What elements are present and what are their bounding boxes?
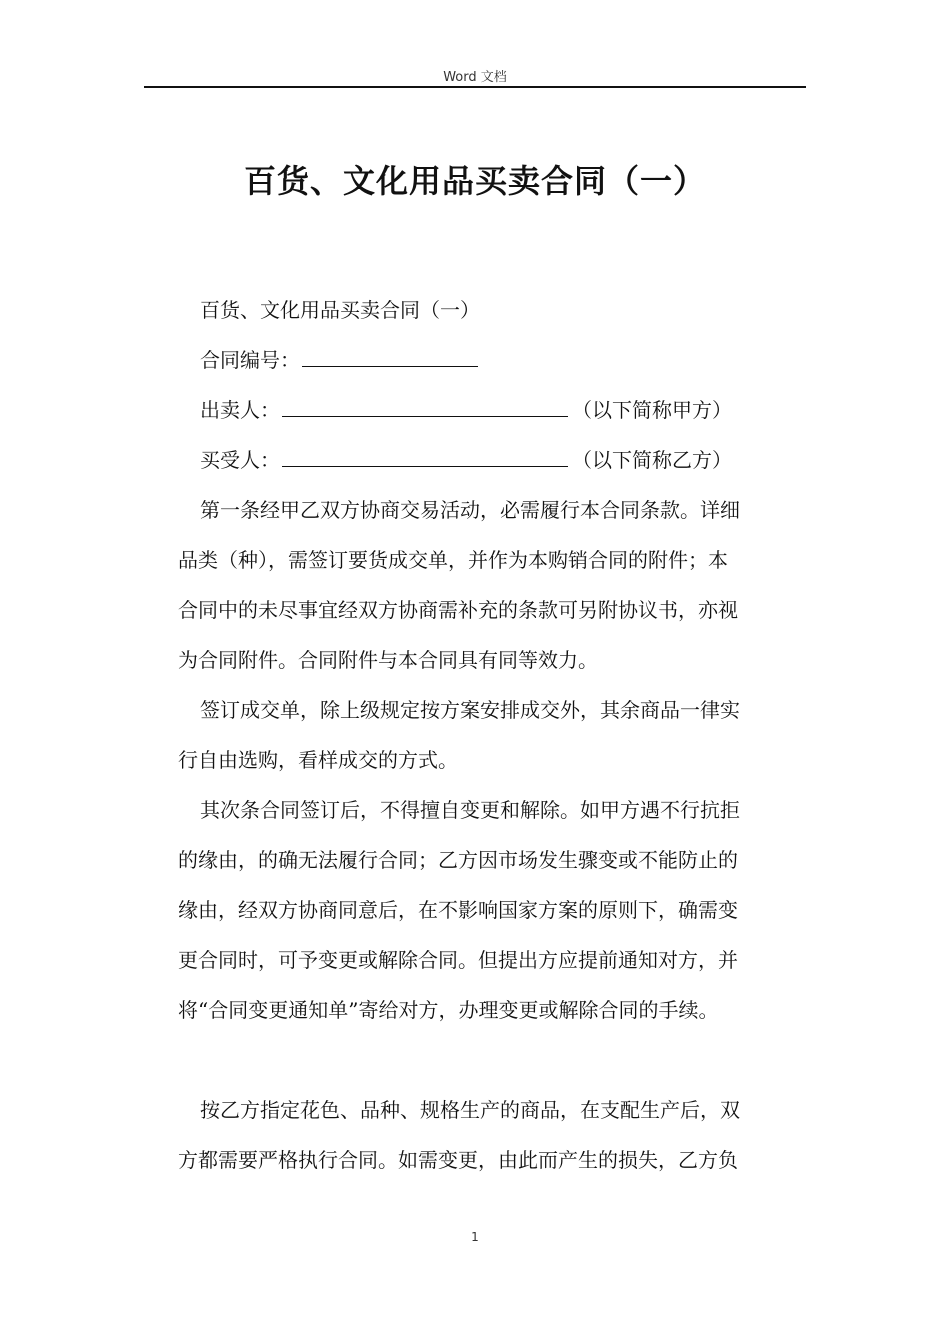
paragraph-line: 签订成交单，除上级规定按方案安排成交外，其余商品一律实 [200, 698, 740, 722]
seller-suffix: （以下简称甲方） [572, 398, 732, 422]
paragraph-line: 行自由选购，看样成交的方式。 [178, 748, 458, 772]
paragraph-line: 将“合同变更通知单”寄给对方，办理变更或解除合同的手续。 [178, 998, 719, 1022]
seller-line [200, 398, 830, 422]
paragraph-line: 缘由，经双方协商同意后，在不影响国家方案的原则下，确需变 [178, 898, 738, 922]
contract-number-line [200, 348, 830, 372]
paragraph-line: 合同中的未尽事宜经双方协商需补充的条款可另附协议书，亦视 [178, 598, 738, 622]
subtitle: 百货、文化用品买卖合同（一） [200, 298, 480, 322]
paragraph-line: 按乙方指定花色、品种、规格生产的商品，在支配生产后，双 [200, 1098, 740, 1122]
buyer-label: 买受人： [200, 448, 280, 472]
paragraph-line: 的缘由，的确无法履行合同；乙方因市场发生骤变或不能防止的 [178, 848, 738, 872]
paragraph-line: 第一条经甲乙双方协商交易活动，必需履行本合同条款。详细 [200, 498, 740, 522]
buyer-suffix: （以下简称乙方） [572, 448, 732, 472]
paragraph-line: 品类（种），需签订要货成交单，并作为本购销合同的附件；本 [178, 548, 728, 572]
paragraph-line: 其次条合同签订后，不得擅自变更和解除。如甲方遇不行抗拒 [200, 798, 740, 822]
seller-blank [282, 398, 568, 417]
buyer-line [200, 448, 830, 472]
contract-no-blank [302, 348, 478, 367]
paragraph-line: 更合同时，可予变更或解除合同。但提出方应提前通知对方，并 [178, 948, 738, 972]
page-header: Word 文档 [443, 70, 507, 85]
contract-no-label: 合同编号： [200, 348, 300, 372]
page-number: 1 [471, 1230, 479, 1244]
paragraph-line: 方都需要严格执行合同。如需变更，由此而产生的损失，乙方负 [178, 1148, 738, 1172]
document-title: 百货、文化用品买卖合同（一） [243, 162, 706, 200]
seller-label: 出卖人： [200, 398, 280, 422]
paragraph-line: 为合同附件。合同附件与本合同具有同等效力。 [178, 648, 598, 672]
header-divider [144, 86, 806, 88]
subtitle-line [200, 298, 830, 322]
buyer-blank [282, 448, 568, 467]
